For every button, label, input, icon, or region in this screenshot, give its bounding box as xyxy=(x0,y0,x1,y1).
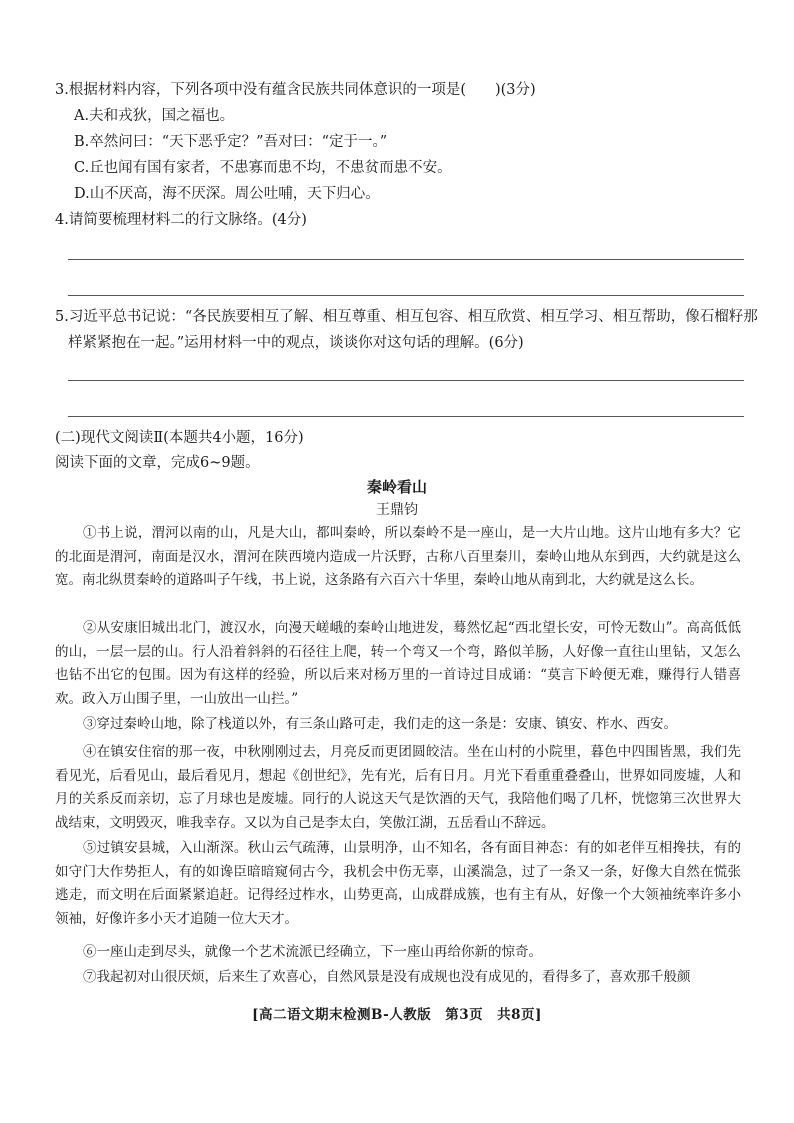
section-instruction: 阅读下面的文章，完成6~9题。 xyxy=(55,455,260,471)
article-paragraph-5: ⑤过镇安县城，入山渐深。秋山云气疏薄，山景明净，山不知名，各有面目神态：有的如老伴互相搀扶，有的如守门大作势拒人，有的如谗臣暗暗窥伺古今，我机会中伤无辜，山溪湍急，过了一条又一条，好像大自然在慌张逃走，而文明在后面紧紧追赶。记得经过柞水，山势更高，山成群成簇，也有主有从，好像一个大领袖统率许多小领袖，好像许多小天才追随一位大天才。 xyxy=(55,840,741,927)
article-paragraph-3: ③穿过秦岭山地，除了栈道以外，有三条山路可走，我们走的这一条是：安康、镇安、柞水、西安。 xyxy=(83,716,677,732)
article-paragraph-1: ①书上说，渭河以南的山，凡是大山，都叫秦岭，所以秦岭不是一座山，是一大片山地。这片山地有多大？它的北面是渭河，南面是汉水，渭河在陕西境内造成一片沃野，古称八百里秦川，秦岭山地从东到西，大约就是这么宽。南北纵贯秦岭的道路叫子午线，书上说，这条路有六百六十华里，秦岭山地从南到北，大约就是这么长。 xyxy=(55,525,741,589)
question-5-stem-line-2: 样紧紧抱在一起。”运用材料一中的观点，谈谈你对这句话的理解。(6分) xyxy=(68,335,524,351)
article-paragraph-7: ⑦我起初对山很厌烦，后来生了欢喜心，自然风景是没有成规也没有成见的，看得多了，喜欢那千般颜 xyxy=(83,969,691,985)
article-paragraph-2: ②从安康旧城出北门，渡汉水，向漫天嵯峨的秦岭山地进发，蓦然忆起“西北望长安，可怜无数山”。高高低低的山，一层一层的山。行人沿着斜斜的石径往上爬，转一个弯又一个弯，路似羊肠，人好像一直往山里钻，又怎么也钻不出它的包围。因为有这样的经验，所以后来对杨万里的一首诗过目成诵：“莫言下岭便无难，赚得行人错喜欢。政入万山围子里，一山放出一山拦。” xyxy=(55,620,741,707)
article-title: 秦岭看山 xyxy=(366,478,427,496)
question-3-option-b: B.卒然问曰：“天下恶乎定？”吾对曰：“定于一。” xyxy=(74,134,388,150)
article-paragraph-6: ⑥一座山走到尽头，就像一个艺术流派已经确立，下一座山再给你新的惊奇。 xyxy=(83,944,542,960)
question-4-answer-line-1[interactable] xyxy=(68,259,744,260)
question-4-stem: 4.请简要梳理材料二的行文脉络。(4分) xyxy=(55,212,307,228)
question-3-option-d: D.山不厌高，海不厌深。周公吐哺，天下归心。 xyxy=(74,186,380,202)
question-5-answer-line-2[interactable] xyxy=(68,416,744,417)
question-4-answer-line-2[interactable] xyxy=(68,295,744,296)
page-footer: [高二语文期末检测B-人教版 第3页 共8页] xyxy=(252,1007,542,1023)
section-heading: (二)现代文阅读Ⅱ(本题共4小题，16分) xyxy=(55,430,304,446)
article-paragraph-4: ④在镇安住宿的那一夜，中秋刚刚过去，月亮反而更团圆皎洁。坐在山村的小院里，暮色中四围皆黑，我们先看见光，后看见山，最后看见月，想起《创世纪》，先有光，后有日月。月光下看重重叠叠山，世界如同废墟，人和月的关系反而亲切，忘了月球也是废墟。同行的人说这天气是饮酒的天气，我陪他们喝了几杯，恍惚第三次世界大战结束，文明毁灭，唯我幸存。又以为自己是李太白，笑傲江湖，五岳看山不辞远。 xyxy=(55,744,741,831)
question-5-stem-line-1: 5.习近平总书记说：“各民族要相互了解、相互尊重、相互包容、相互欣赏、相互学习、相互帮助，像石榴籽那 xyxy=(55,309,758,325)
question-3-option-c: C.丘也闻有国有家者，不患寡而患不均，不患贫而患不安。 xyxy=(74,160,452,176)
question-5-answer-line-1[interactable] xyxy=(68,380,744,381)
question-3-stem: 3.根据材料内容，下列各项中没有蕴含民族共同体意识的一项是( )(3分) xyxy=(55,82,536,98)
question-3-option-a: A.夫和戎狄，国之福也。 xyxy=(74,108,235,124)
article-author: 王鼎钧 xyxy=(376,502,418,518)
